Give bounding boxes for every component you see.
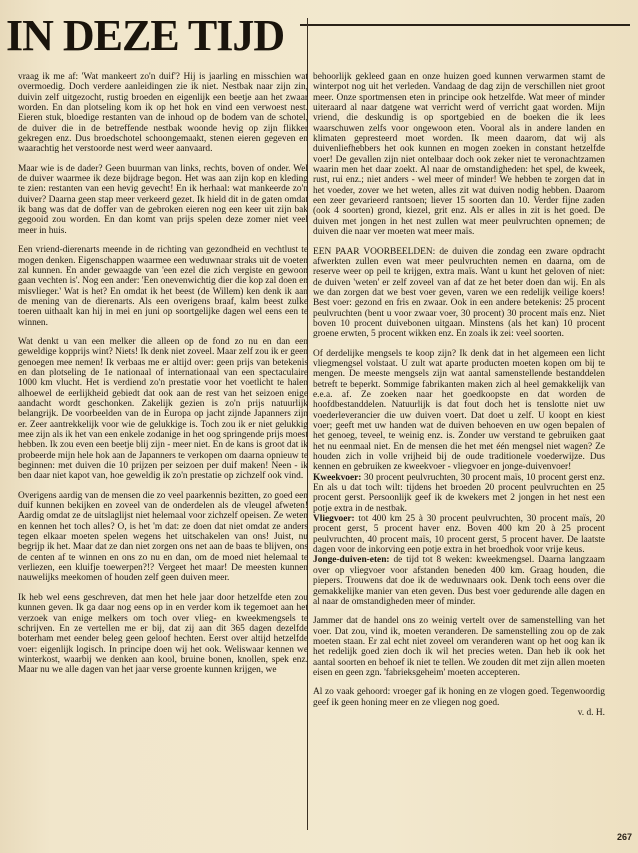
paragraph: EEN PAAR VOORBEELDEN: de duiven die zondag een zware opdracht afwerkten zullen even wat meer peulvruchten nemen en daarna, om de reserve weer op peil te krijgen, extra maïs. Want u kunt het geloven of niet: de duiven 'weten' er zelf zoveel van af dat ze het beter doen dan wij. En als we dan zorgen dat we best voer geven, varen we een redelijk veilige koers! Best voer: gezond en fris en zwaar. Ook in een andere betekenis: 25 procent peulvruchten (bent u voor zwaar voer, 30 procent) 30 procent maïs enz. Niet boven 10 procent duivebonen uitgaan. Minstens (als het kan) 10 procent groene erwten, 5 procent wikken enz. En zoals ik zei: veel soorten. [313, 246, 605, 340]
feed-item-label: Kweekvoer: [313, 472, 362, 483]
page-title: IN DEZE TIJD [6, 11, 285, 60]
feed-item-flight [313, 514, 605, 555]
left-column [18, 72, 308, 685]
title-rule [300, 24, 630, 26]
feed-item-text: tot 400 km 25 à 30 procent peulvruchten, 30 procent maïs, 20 procent gerst, 5 procent haver enz. Boven 400 km 20 à 25 procent peulvruchten, 40 procent maïs, 10 procent gerst, 5 procent haver. De laatste dagen voor de inkorving een potje extra in het broedhok voor vrije keus. [313, 514, 605, 556]
author-signature: v. d. H. [577, 707, 605, 718]
paragraph: Maar wie is de dader? Geen buurman van links, rechts, boven of onder. Wel de duiver waarmee ik deze bijdrage begon. Het was aan zijn kop en kleding te zien: restanten van een hevig gevecht! En ik herhaal: wat mankeerde zo'n duiver? Daarna geen stap meer verkeerd gezet. Ik hield dit in de gaten omdat ik bang was dat de doffer van de gebroken eieren nog een keer uit zijn bak gegooid zou worden. En dan komt van prijs spelen deze zomer niet veel meer in huis. [18, 163, 308, 236]
feed-item-breeding [313, 473, 605, 514]
feed-item-label: Jonge-duiven-eten: [313, 555, 390, 566]
paragraph: Al zo vaak gehoord: vroeger gaf ik honing en ze vlogen goed. Tegenwoordig geef ik geen honing meer en ze vliegen nog goed. [313, 687, 605, 708]
right-column [313, 72, 605, 727]
paragraph: Overigens aardig van de mensen die zo veel paarkennis bezitten, zo goed een duif kunnen bekijken en zoveel van de onderdelen als de vleugel afweten! Aardig omdat ze de uitslaglijst niet helemaal voor zichzelf opeisen. Ze weten en kennen het toch alles? O, is het 'm dat: ze doen dat niet omdat ze anders tegen elkaar moeten spelen wegens het uitschakelen van ons! Juist, nu begrijp ik het. Maar dat ze dan niet zorgen ons net aan de baas te blijven, ons de centen af te winnen en ons zo nu en dan, om de moed niet helemaal te verliezen, een kluifje toewerpen?!? Vergeet het maar! De meesten kunnen nauwelijks meekomen of houden zelf geen duiven meer. [18, 490, 308, 584]
paragraph: Wat denkt u van een melker die alleen op de fond zo nu en dan een geweldige kopprijs wint? Niets! Ik denk niet zoveel. Maar zelf zou ik er geen genoegen mee nemen! Ik verbaas me er altijd over: geen prijs van betekenis en dan plotseling de 1e nationaal of internationaal van een spectaculaire 1000 km vlucht. Het is verdiend zo'n prestatie voor het voetlicht te halen alhoewel de eerlijkheid gebiedt dat ook aan de rest van het seizoen enige aandacht wordt geschonken. Zakelijk gezien is zo'n prijs natuurlijk belangrijk. De voorbeelden van de in Europa op jacht zijnde Japanners zijn er. Zeer aantrekkelijk voor wie de gelukkige is. Toch zou ik er niet gelukkig mee zijn als ik het van een enkele zodanige in het oog springende prijs moest hebben. Ik zou even een beetje blij zijn - meer niet. En de kans is groot dat ik probeerde mijn hele hok aan de Japanners te verkopen om daarna opnieuw te beginnen: met duiven die 10 prijzen per seizoen per duif maken! Neen - ik ben daar niet kapot van, hoe geweldig ik zo'n prestatie op zichzelf ook vind. [18, 336, 308, 482]
paragraph: Een vriend-dierenarts meende in de richting van gezondheid en vechtlust te mogen denken. Eigenschappen waarmee een weduwnaar straks uit de voeten zal kunnen. En ander gewaagde van 'een ezel die zich vergiste en gewoon gaan vechten is'. Nog een ander: 'Een onevenwichtig dier die kop zal doen en misvlieger.' Wat is het? En omdat ik het beest (de Willem) ken denk ik aan de mening van de dierenarts. Als een overigens braaf, kalm beest zulke toeren uithaalt kan hij in mei en juni op soortgelijke dagen wel eens een te winnen. [18, 245, 308, 328]
paragraph: behoorlijk gekleed gaan en onze huizen goed kunnen verwarmen stamt de winterpot nog uit het verleden. Vandaag de dag zijn de verschillen niet groot meer. Onze sportmensen eten in principe ook hetzelfde. Wat meer of minder uiteraard al naar datgene wat verricht werd of verricht gaat worden. Mijn vriend, die deskundig is op sportgebied en de boeken die ik lees waarschuwen zelfs voor ongewoon eten. Vooral als in andere landen en klimaten gepresteerd moet worden. Ik meen daarom, dat wij als duivenliefhebbers het ook kunnen en mogen zoeken in constant hetzelfde voer! De gevallen zijn niet ontelbaar doch ook zeker niet te veronachtzamen waarin men het daar zoekt. Al naar de omstandigheden: het spel, de kweek, rust, rui enz.; niet anders - wel meer of minder! We hebben te zorgen dat in het voeder, zover we het weten, alles zit wat duiven nodig hebben. Daarom een zeer gevarieerd rantsoen; liever 15 soorten dan 10. Verder fijne zaden (ook 4 soorten) grond, kiezel, grit enz. Als er alles in zit is het goed. De duiven met jongen in het nest zullen wat meer peulvruchten opnemen; de duiven die naar ver moeten wat meer maïs. [313, 72, 605, 238]
feed-item-young [313, 555, 605, 607]
feed-item-label: Vliegvoer: [313, 514, 355, 525]
paragraph: Of derdelijke mengsels te koop zijn? Ik denk dat in het algemeen een licht vliegmengsel volstaat. U zult wat aparte producten moeten kopen om bij te mengen. De meeste mengsels zijn wat aantal samenstellende bestanddelen betreft te beperkt. Sommige fabrikanten maken zich al heel gemakkelijk van e.e.a. af. Ze zoeken naar het goedkoopste en dat worden de hoofdbestanddelen. Natuurlijk is dat fout doch het is tenslotte niet uw voederleverancier die uw duiven voert. Dat doet u zelf. U koopt en kiest voer; geeft met uw handen wat de duiven behoeven en uw ogen bepalen of het genoeg, teveel, te weinig enz. is. Zonder uw verstand te gebruiken gaat het nu eenmaal niet. En de mensen die het met één mengsel niet wagen? Ze houden zich in volle vrijheid bij de oude traditionele voederwijze. Dus kennen en gebruiken ze kweekvoer - vliegvoer en jonge-duivenvoer! [313, 348, 605, 473]
feed-item-text: de tijd tot 8 weken: kweekmengsel. Daarna langzaam over op vliegvoer voor afstanden beneden 400 km. Graag houden, die piepers. Trouwens dat doe ik de weduwnaars ook. Denk toch eens over die gemakkelijke manier van eten geven. Dus best voer gedurende alle dagen en al naar de omstandigheden meer of minder. [313, 555, 605, 607]
feed-item-text: 30 procent peulvruchten, 30 procent maïs, 10 procent gerst enz. En als u dat toch wilt: tijdens het broeden 20 procent peulvruchten en 25 procent gerst. Persoonlijk geef ik de kwekers met 2 jongen in het nest een potje extra in de nestbak. [313, 472, 605, 514]
paragraph: vraag ik me af: 'Wat mankeert zo'n duif'? Hij is jaarling en misschien wat overmoedig. Doch verdere aanleidingen zie ik niet. Nestbak naar zijn zin, duivin zelf uitgezocht, rustig broeden en eigenlijk een beetje aan het zwaar worden. En dan plotseling kom ik op het hok en vind een verwoest nest. Eieren stuk, bloedige restanten van de inhoud op de bodem van de schotel, de duiver die in de betreffende nestbak woonde hevig op zijn flikker gekregen enz. Dus broedschotel schoongemaakt, stenen eieren gegeven en waarachtig het verstoorde nest werd weer aanvaard. [18, 72, 308, 155]
paragraph: Ik heb wel eens geschreven, dat men het hele jaar door hetzelfde eten zou kunnen geven. Ik ga daar nog eens op in en verder kom ik tegemoet aan het verzoek van enige melkers om toch over vlieg- en kweekmengsels te schrijven. En ze vertellen me er bij, dat zij aan dit 365 dagen dezelfde boterham met eender beleg geen geloof hechten. Eerst over altijd hetzelfde voer: eigenlijk logisch. In principe doen wij het ook. Weliswaar kennen we winterkost, waarbij we denken aan kool, bruine bonen, knollen, spek enz. Maar nu we alle dagen van het jaar verse groente kunnen krijgen, we [18, 592, 308, 676]
paragraph: Jammer dat de handel ons zo weinig vertelt over de samenstelling van het voer. Dat zou, vind ik, moeten veranderen. De samenstelling zou op de zak moeten staan. Er zal echt niet zoveel om veranderen want op het oog kan ik het redelijk goed zien doch ik wil het precies weten. Dan heb ik ook het aantal soorten en behoef ik niet te tellen. We zouden dit met zijn allen moeten eisen en geen zgn. 'fabrieksgeheim' moeten accepteren. [313, 616, 605, 678]
page-number: 267 [616, 832, 632, 842]
